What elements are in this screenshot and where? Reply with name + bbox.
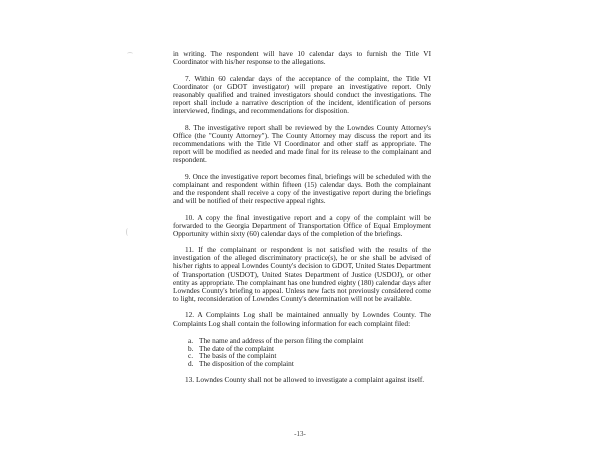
list-item [173,360,431,368]
paragraph-11: 11. If the complainant or respondent is not satisfied with the results of the investigation of the alleged discriminatory practice(s), he or she shall be advised of his/her rights to appeal Lowndes County's decision to GDOT, United States Department of Transportation (USDOT), United States Department of Justice (USDOJ), or other entity as appropriate. The complainant has one hundred eighty (180) calendar days after Lowndes County's briefing to appeal. Unless new facts not previously considered come to light, reconsideration of Lowndes County's determination will not be available. [173,245,431,303]
list-marker: b. [188,343,194,353]
paragraph-7: 7. Within 60 calendar days of the acceptance of the complaint, the Title VI Coordinator (or GDOT investigator) will prepare an investigative report. Only reasonably qualified and trained investigators should conduct the investigations. The report shall include a narrative description of the incident, identification of persons interviewed, findings, and recommendations for disposition. [173,73,431,116]
paragraph-8: 8. The investigative report shall be reviewed by the Lowndes County Attorney's Office (the "County Attorney"). The County Attorney may discuss the report and its recommendations with the Title VI Coordinator and other staff as appropriate. The report will be modified as needed and made final for its release to the complainant and respondent. [173,122,431,165]
paragraph-13: 13. Lowndes County shall not be allowed to investigate a complaint against itself. [185,375,425,385]
paragraph-10: 10. A copy the final investigative report and a copy of the complaint will be forwarded to the Georgia Department of Transportation Office of Equal Employment Opportunity within sixty (60) calendar days of the completion of the briefings. [173,212,431,238]
complaints-log-list [173,337,431,369]
list-marker: c. [188,351,194,361]
scan-artifact-mark [126,228,130,236]
paragraph-continuation: in writing. The respondent will have 10 calendar days to furnish the Title VI Coordinator with his/her response to the allegations. [173,49,431,67]
page-number: -13- [294,430,306,438]
list-item-text: The disposition of the complaint [199,359,294,369]
list-marker: d. [188,359,194,369]
paragraph-9: 9. Once the investigative report becomes final, briefings will be scheduled with the complainant and respondent within fifteen (15) calendar days. Both the complainant and the respondent shall receive a copy of the investigative report during the briefings and will be notified of their respective appeal rights. [173,171,431,205]
list-item-text: The basis of the complaint [199,351,277,361]
document-body [173,50,431,393]
paragraph-12: 12. A Complaints Log shall be maintained annually by Lowndes County. The Complaints Log shall contain the following information for each complaint filed: [173,310,431,328]
list-marker: a. [188,335,194,345]
scan-artifact-mark [127,52,133,56]
list-item-text: The date of the complaint [199,343,274,353]
list-item-text: The name and address of the person filing the complaint [199,335,364,345]
